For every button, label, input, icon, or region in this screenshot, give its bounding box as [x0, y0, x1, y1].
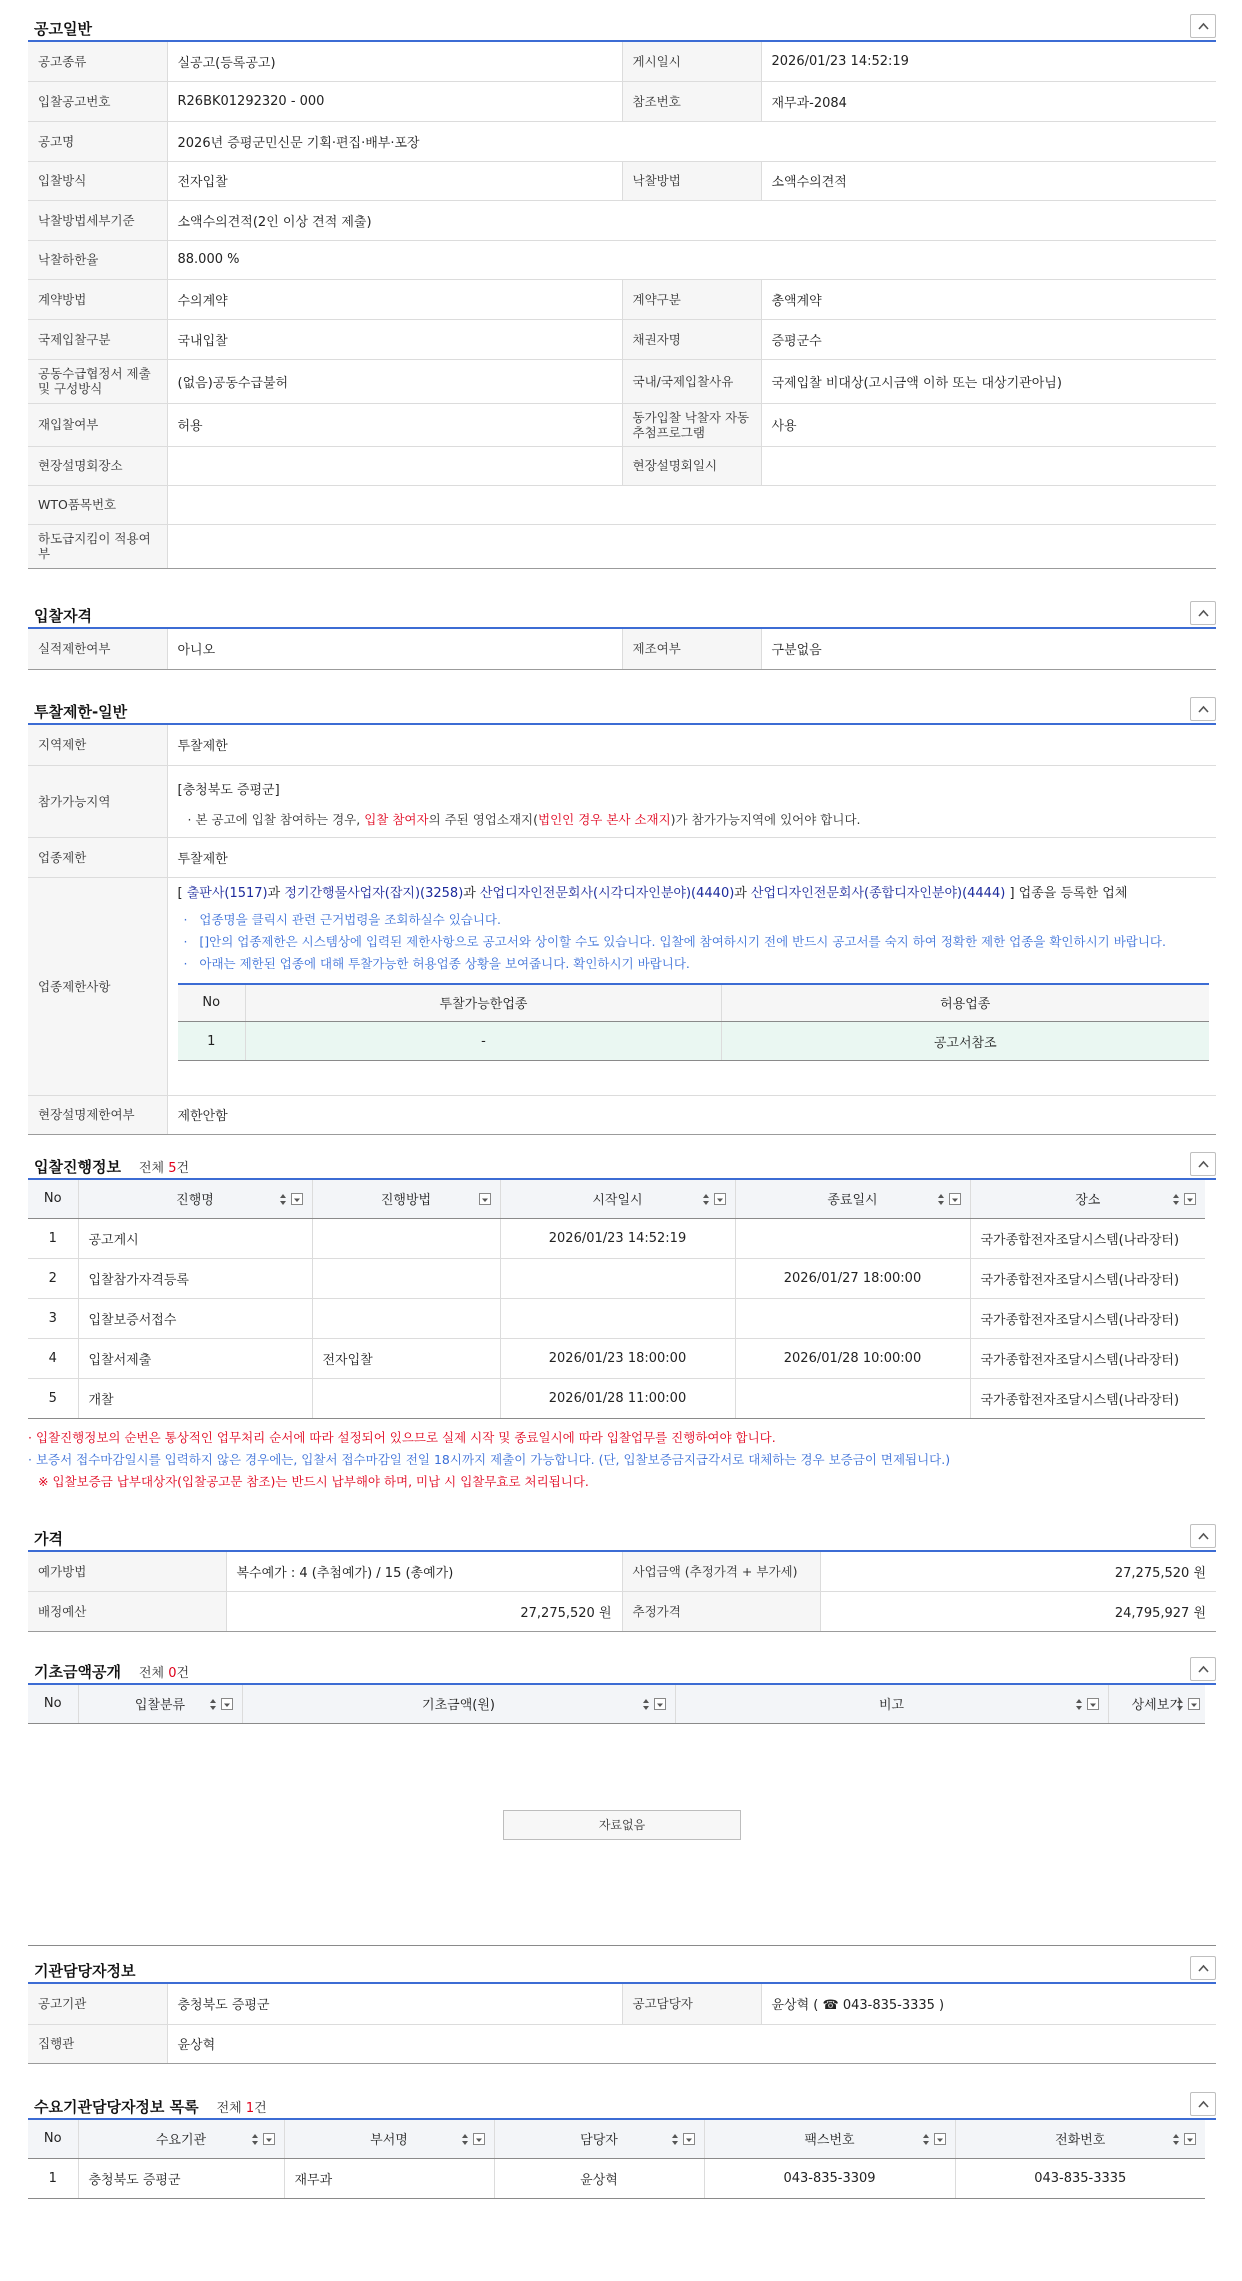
chevron-up-icon: [1198, 1160, 1209, 1168]
note-text: 아래는 제한된 업종에 대해 투찰가능한 허용업종 상황을 보여줍니다. 확인하시기 바랍니다.: [199, 955, 690, 971]
filter-dropdown-icon[interactable]: [949, 1193, 961, 1205]
filter-dropdown-icon[interactable]: [934, 2133, 946, 2145]
note-text: · 본 공고에 입찰 참여하는 경우,: [187, 811, 365, 827]
cell-agency: 충청북도 증평군: [78, 2158, 284, 2198]
value: 재무과-2084: [761, 81, 1216, 121]
value: 2026/01/23 14:52:19: [761, 42, 1216, 81]
count-number: 1: [245, 2101, 255, 2116]
section-demand-contact: [28, 2090, 1216, 2199]
bullet-icon: ·: [183, 955, 200, 971]
label: 국제입찰구분: [28, 319, 167, 359]
sort-control[interactable]: [208, 1698, 234, 1711]
label: 공고종류: [28, 42, 167, 81]
filter-dropdown-icon[interactable]: [1188, 1698, 1200, 1710]
collapse-toggle-button[interactable]: [1190, 1956, 1216, 1980]
value: 구분없음: [761, 629, 1216, 669]
sort-control[interactable]: [1171, 1193, 1197, 1206]
progress-note-deposit: ※ 입찰보증금 납부대상자(입찰공고문 참조)는 반드시 납부해야 하며, 미납 시 입찰무효로 처리됩니다.: [38, 1473, 589, 1489]
sort-arrows-icon: [1074, 1698, 1084, 1711]
label: 하도급지킴이 적용여부: [28, 524, 167, 568]
value: 충청북도 증평군: [167, 1984, 622, 2024]
label: 계약방법: [28, 279, 167, 319]
chevron-up-icon: [1198, 2100, 1209, 2108]
column-header-manager[interactable]: [494, 2120, 704, 2158]
value: 투찰제한: [167, 837, 1216, 877]
filter-dropdown-icon[interactable]: [714, 1193, 726, 1205]
sort-arrows-icon: [1171, 2133, 1181, 2146]
collapse-toggle-button[interactable]: [1190, 1152, 1216, 1176]
header-text: 입찰분류: [134, 1698, 186, 1714]
chevron-up-icon: [1198, 22, 1209, 30]
header-text: 상세보기: [1131, 1698, 1182, 1714]
column-header-detail[interactable]: [1108, 1685, 1205, 1723]
label: 낙찰방법: [622, 161, 761, 200]
cell-place: 국가종합전자조달시스템(나라장터): [970, 1338, 1205, 1378]
label: 게시일시: [622, 42, 761, 81]
empty-state: [28, 1724, 1216, 1946]
collapse-toggle-button[interactable]: [1190, 697, 1216, 721]
and-text: 과: [267, 885, 285, 901]
label: 현장설명회일시: [622, 446, 761, 485]
column-header-place[interactable]: [970, 1180, 1205, 1218]
base-amount-table: [28, 1685, 1205, 1724]
column-header: 투찰가능한업종: [246, 984, 722, 1022]
sort-arrows-icon: [1175, 1698, 1185, 1711]
value: 아니오: [167, 629, 622, 669]
count-prefix: 전체: [216, 2101, 246, 2116]
sort-control[interactable]: [1171, 2133, 1197, 2146]
sort-control[interactable]: [250, 2133, 276, 2146]
header-text: 종료일시: [827, 1193, 878, 1209]
no-data-message: 자료없음: [503, 1810, 741, 1840]
cell-start: [500, 1258, 735, 1298]
section-base-amount: [28, 1655, 1216, 1946]
filter-dropdown-icon[interactable]: [291, 1193, 303, 1205]
industry-link-3258[interactable]: 정기간행물사업자(잡지)(3258): [284, 885, 464, 901]
sort-arrows-icon: [208, 1698, 218, 1711]
label: 업종제한사항: [28, 877, 167, 1095]
cell-end: [735, 1218, 970, 1258]
label: 계약구분: [622, 279, 761, 319]
filter-dropdown-icon[interactable]: [683, 2133, 695, 2145]
section-header: [28, 599, 1216, 629]
chevron-up-icon: [1198, 1532, 1209, 1540]
cell-end: 2026/01/27 18:00:00: [735, 1258, 970, 1298]
cell-start: 2026/01/23 14:52:19: [500, 1218, 735, 1258]
value: 27,275,520 원: [820, 1552, 1216, 1591]
value: 국제입찰 비대상(고시금액 이하 또는 대상기관아님): [761, 359, 1216, 403]
sort-control[interactable]: [460, 2133, 486, 2146]
label: 현장설명회장소: [28, 446, 167, 485]
value: 국내입찰: [167, 319, 622, 359]
note-text: )가 참가가능지역에 있어야 합니다.: [670, 811, 861, 827]
section-header: [28, 12, 1216, 42]
cell-department: 재무과: [284, 2158, 494, 2198]
column-header-start[interactable]: [500, 1180, 735, 1218]
filter-dropdown-icon[interactable]: [263, 2133, 275, 2145]
header-text: 전화번호: [1055, 2133, 1106, 2149]
industry-link-4444[interactable]: 산업디자인전문회사(종합디자인분야)(4444): [751, 885, 1006, 901]
cell-no: 1: [178, 1022, 246, 1061]
cell-method: [312, 1258, 500, 1298]
section-bid-restriction: [28, 695, 1216, 1135]
cell-name: 개찰: [78, 1378, 312, 1418]
total-count: [139, 1161, 189, 1176]
sort-control[interactable]: [1175, 1698, 1201, 1711]
count-suffix: 건: [176, 1161, 190, 1176]
sort-arrows-icon: [1171, 1193, 1181, 1206]
column-header-no: No: [28, 1180, 78, 1218]
label: 참가가능지역: [28, 765, 167, 837]
column-header: 허용업종: [722, 984, 1209, 1022]
cell-place: 국가종합전자조달시스템(나라장터): [970, 1218, 1205, 1258]
progress-note-red: · 입찰진행정보의 순번은 통상적인 업무처리 순서에 따라 설정되어 있으므로 실제 시작 및 종료일시에 따라 입찰업무를 진행하여야 합니다.: [28, 1429, 776, 1445]
section-title: 입찰자격: [34, 607, 92, 625]
header-text: 시작일시: [592, 1193, 643, 1209]
cell-no: 4: [28, 1338, 78, 1378]
value: 소액수의견적: [761, 161, 1216, 200]
value: 윤상혁 ( ☎ 043-835-3335 ): [761, 1984, 1216, 2024]
label: 업종제한: [28, 837, 167, 877]
section-title: [34, 1661, 189, 1682]
cell-end: [735, 1298, 970, 1338]
section-header: [28, 695, 1216, 725]
cell-fax: 043-835-3309: [704, 2158, 955, 2198]
value: 허용: [167, 403, 622, 446]
area-note: [178, 810, 1207, 828]
value: 전자입찰: [167, 161, 622, 200]
cell-start: 2026/01/23 18:00:00: [500, 1338, 735, 1378]
header-text: 담당자: [580, 2133, 618, 2149]
and-text: 과: [463, 885, 480, 901]
filter-dropdown-icon[interactable]: [221, 1698, 233, 1710]
collapse-toggle-button[interactable]: [1190, 2092, 1216, 2116]
column-header-category[interactable]: [78, 1685, 242, 1723]
agency-contact-table: [28, 1984, 1216, 2064]
label: 공고담당자: [622, 1984, 761, 2024]
sort-control[interactable]: [278, 1193, 304, 1206]
cell-method: [312, 1298, 500, 1338]
label: 현장설명제한여부: [28, 1095, 167, 1134]
header-text: 진행명: [176, 1193, 214, 1209]
title-text: 기초금액공개: [34, 1663, 121, 1681]
table-row[interactable]: [28, 1218, 1205, 1258]
value: 소액수의견적(2인 이상 견적 제출): [167, 200, 1216, 240]
cell-place: 국가종합전자조달시스템(나라장터): [970, 1378, 1205, 1418]
sort-control[interactable]: [670, 2133, 696, 2146]
section-header: [28, 2090, 1216, 2120]
value: 투찰제한: [167, 725, 1216, 765]
collapse-toggle-button[interactable]: [1190, 601, 1216, 625]
table-row[interactable]: [28, 1338, 1205, 1378]
section-price: [28, 1522, 1216, 1632]
cell-no: 3: [28, 1298, 78, 1338]
sort-arrows-icon: [921, 2133, 931, 2146]
header-text: 장소: [1075, 1193, 1101, 1209]
section-header: [28, 1954, 1216, 1984]
sort-control[interactable]: [1074, 1698, 1100, 1711]
industry-note: [178, 931, 1207, 953]
value: [167, 524, 1216, 568]
header-text: 비고: [878, 1698, 905, 1714]
bullet-icon: ·: [183, 911, 200, 927]
title-text: 입찰진행정보: [34, 1158, 121, 1176]
cell-end: [735, 1378, 970, 1418]
note-highlight: 입찰 참여자: [364, 811, 429, 827]
label: 지역제한: [28, 725, 167, 765]
value: (없음)공동수급불허: [167, 359, 622, 403]
label: 입찰공고번호: [28, 81, 167, 121]
column-header-end[interactable]: [735, 1180, 970, 1218]
cell-name: 입찰보증서접수: [78, 1298, 312, 1338]
column-header: No: [178, 984, 246, 1022]
sort-arrows-icon: [250, 2133, 260, 2146]
cell-name: 입찰서제출: [78, 1338, 312, 1378]
filter-dropdown-icon[interactable]: [473, 2133, 485, 2145]
count-number: 5: [168, 1161, 177, 1176]
collapse-toggle-button[interactable]: [1190, 14, 1216, 38]
header-text: 진행방법: [380, 1193, 432, 1209]
label: 제조여부: [622, 629, 761, 669]
demand-contact-table: [28, 2120, 1205, 2199]
area-value: [충청북도 증평군]: [177, 782, 280, 798]
industry-line: [178, 882, 1207, 901]
filter-dropdown-icon[interactable]: [479, 1193, 491, 1205]
column-header-no: No: [28, 2120, 78, 2158]
sort-control[interactable]: [641, 1698, 667, 1711]
total-count: [217, 2101, 267, 2116]
cell-phone: 043-835-3335: [955, 2158, 1205, 2198]
industry-note: [178, 909, 1207, 931]
column-header-amount[interactable]: [242, 1685, 675, 1723]
column-header-no: No: [28, 1685, 78, 1723]
chevron-up-icon: [1198, 609, 1209, 617]
header-text: 팩스번호: [804, 2133, 855, 2149]
title-text: 수요기관담당자정보 목록: [34, 2098, 199, 2116]
label: 입찰방식: [28, 161, 167, 200]
cell-start: [500, 1298, 735, 1338]
table-row[interactable]: [28, 1378, 1205, 1418]
label: 공고명: [28, 121, 167, 161]
table-row[interactable]: [28, 1298, 1205, 1338]
section-title: 가격: [34, 1530, 63, 1548]
label: 사업금액 (추정가격 + 부가세): [622, 1552, 820, 1591]
label: 동가입찰 낙찰자 자동추첨프로그램: [622, 403, 761, 446]
bid-qualification-table: [28, 629, 1216, 670]
sort-arrows-icon: [670, 2133, 680, 2146]
cell-manager: 윤상혁: [494, 2158, 704, 2198]
column-header-remarks[interactable]: [675, 1685, 1108, 1723]
section-title: 투찰제한-일반: [34, 703, 128, 721]
label: 실적제한여부: [28, 629, 167, 669]
value: 27,275,520 원: [226, 1591, 622, 1631]
label: 공고기관: [28, 1984, 167, 2024]
label: 배정예산: [28, 1591, 226, 1631]
count-suffix: 건: [254, 2101, 267, 2116]
cell-no: 2: [28, 1258, 78, 1298]
header-text: 수요기관: [155, 2133, 207, 2149]
value: 복수예가 : 4 (추첨예가) / 15 (총예가): [226, 1552, 622, 1591]
column-header-name[interactable]: [78, 1180, 312, 1218]
total-count: [139, 1666, 189, 1681]
note-text: 의 주된 영업소재지(: [428, 811, 538, 827]
cell-name: 입찰참가자격등록: [78, 1258, 312, 1298]
header-text: 기초금액(원): [422, 1698, 495, 1714]
price-table: [28, 1552, 1216, 1632]
value: 88.000 %: [167, 240, 1216, 279]
cell-method: [312, 1378, 500, 1418]
count-suffix: 건: [176, 1666, 190, 1681]
table-row: [178, 1022, 1209, 1061]
label: 국내/국제입찰사유: [622, 359, 761, 403]
and-text: 과: [734, 885, 751, 901]
header-text: 부서명: [370, 2133, 408, 2149]
sort-control[interactable]: [701, 1193, 727, 1206]
label: 낙찰방법세부기준: [28, 200, 167, 240]
cell-permitted: 공고서참조: [722, 1022, 1209, 1061]
collapse-toggle-button[interactable]: [1190, 1524, 1216, 1548]
sort-arrows-icon: [701, 1193, 711, 1206]
value: 제한안함: [167, 1095, 1216, 1134]
note-text: []안의 업종제한은 시스템상에 입력된 제한사항으로 공고서와 상이할 수도 있습니다. 입찰에 참여하시기 전에 반드시 공고서를 숙지 하여 정확한 제한 업종을 확인하시기 바랍니다.: [199, 933, 1166, 949]
value: 윤상혁: [167, 2024, 1216, 2063]
count-prefix: 전체: [138, 1666, 169, 1681]
collapse-toggle-button[interactable]: [1190, 1657, 1216, 1681]
section-bid-qualification: [28, 599, 1216, 670]
chevron-up-icon: [1198, 1964, 1209, 1972]
section-notice-general: [28, 12, 1216, 569]
filter-dropdown-icon[interactable]: [1184, 1193, 1196, 1205]
cell-end: 2026/01/28 10:00:00: [735, 1338, 970, 1378]
label: 예가방법: [28, 1552, 226, 1591]
filter-dropdown-icon[interactable]: [1087, 1698, 1099, 1710]
cell-no: 5: [28, 1378, 78, 1418]
cell-name: 공고게시: [78, 1218, 312, 1258]
value: [167, 485, 1216, 524]
cell-method: [312, 1218, 500, 1258]
column-header-phone[interactable]: [955, 2120, 1205, 2158]
allowed-industry-table: [178, 983, 1209, 1062]
label: 공동수급협정서 제출 및 구성방식: [28, 359, 167, 403]
section-title: 공고일반: [34, 20, 92, 38]
note-highlight: 법인인 경우 본사 소재지: [538, 811, 671, 827]
cell-no: 1: [28, 1218, 78, 1258]
value: 실공고(등록공고): [167, 42, 622, 81]
cell-place: 국가종합전자조달시스템(나라장터): [970, 1298, 1205, 1338]
bracket: [: [177, 885, 187, 901]
sort-arrows-icon: [936, 1193, 946, 1206]
value: [167, 446, 622, 485]
label: 집행관: [28, 2024, 167, 2063]
industry-note: [178, 953, 1207, 975]
cell-allowed: -: [246, 1022, 722, 1061]
filter-dropdown-icon[interactable]: [1184, 2133, 1196, 2145]
label: 참조번호: [622, 81, 761, 121]
close-text: ] 업종을 등록한 업체: [1005, 885, 1128, 901]
section-title: [34, 1156, 189, 1177]
value: 사용: [761, 403, 1216, 446]
column-header-method[interactable]: [312, 1180, 500, 1218]
section-title: 기관담당자정보: [34, 1962, 136, 1980]
count-prefix: 전체: [138, 1161, 169, 1176]
cell-place: 국가종합전자조달시스템(나라장터): [970, 1258, 1205, 1298]
column-header-agency[interactable]: [78, 2120, 284, 2158]
progress-table: [28, 1180, 1205, 1419]
filter-dropdown-icon[interactable]: [654, 1698, 666, 1710]
label: 재입찰여부: [28, 403, 167, 446]
industry-link-4440[interactable]: 산업디자인전문회사(시각디자인분야)(4440): [479, 885, 735, 901]
sort-control[interactable]: [921, 2133, 947, 2146]
area-cell: [167, 765, 1216, 837]
industry-link-1517[interactable]: 출판사(1517): [186, 885, 268, 901]
chevron-up-icon: [1198, 705, 1209, 713]
value: 수의계약: [167, 279, 622, 319]
chevron-up-icon: [1198, 1665, 1209, 1673]
cell-method: 전자입찰: [312, 1338, 500, 1378]
value: R26BK01292320 - 000: [167, 81, 622, 121]
bid-restriction-table: [28, 725, 1216, 1135]
sort-control[interactable]: [479, 1193, 492, 1206]
column-header-fax[interactable]: [704, 2120, 955, 2158]
value: 증평군수: [761, 319, 1216, 359]
section-progress: [28, 1150, 1216, 1493]
note-text: 업종명을 클릭시 관련 근거법령을 조회하실수 있습니다.: [199, 911, 501, 927]
table-row[interactable]: [28, 2158, 1205, 2198]
cell-no: 1: [28, 2158, 78, 2198]
sort-arrows-icon: [460, 2133, 470, 2146]
bullet-icon: ·: [183, 933, 200, 949]
label: 채권자명: [622, 319, 761, 359]
value: 2026년 증평군민신문 기획·편집·배부·포장: [167, 121, 1216, 161]
label: WTO품목번호: [28, 485, 167, 524]
section-agency-contact: [28, 1954, 1216, 2064]
section-title: [34, 2096, 267, 2117]
value: 총액계약: [761, 279, 1216, 319]
table-row[interactable]: [28, 1258, 1205, 1298]
section-header: [28, 1655, 1216, 1685]
count-number: 0: [168, 1666, 177, 1681]
sort-control[interactable]: [936, 1193, 962, 1206]
section-header: [28, 1150, 1216, 1180]
label: 낙찰하한율: [28, 240, 167, 279]
column-header-department[interactable]: [284, 2120, 494, 2158]
notice-general-table: [28, 42, 1216, 569]
section-header: [28, 1522, 1216, 1552]
sort-arrows-icon: [278, 1193, 288, 1206]
value: [761, 446, 1216, 485]
cell-start: 2026/01/28 11:00:00: [500, 1378, 735, 1418]
sort-arrows-icon: [641, 1698, 651, 1711]
industry-detail-cell: [167, 877, 1216, 1095]
value: 24,795,927 원: [820, 1591, 1216, 1631]
label: 추정가격: [622, 1591, 820, 1631]
progress-note-blue: · 보증서 접수마감일시를 입력하지 않은 경우에는, 입찰서 접수마감일 전일 18시까지 제출이 가능합니다. (단, 입찰보증금지급각서로 대체하는 경우 보증금이 면제됩니다.): [28, 1451, 951, 1467]
